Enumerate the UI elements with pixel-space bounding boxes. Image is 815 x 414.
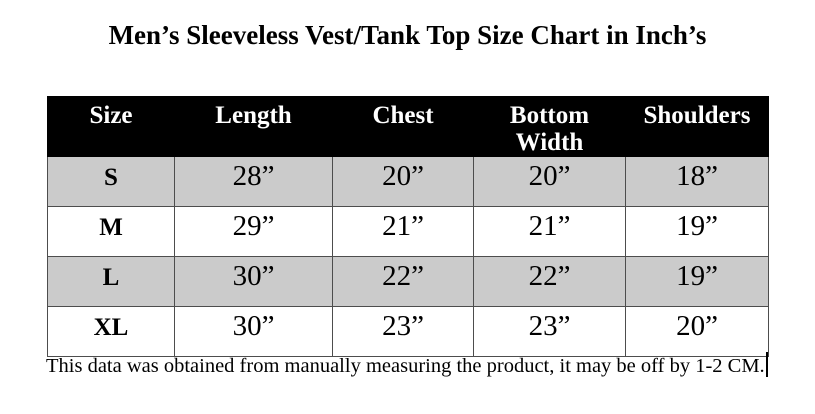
measurement-cell: 20”: [333, 157, 474, 207]
table-row-m: [48, 207, 769, 257]
measurement-cell: 19”: [626, 207, 769, 257]
footnote-text: This data was obtained from manually measuring the product, it may be off by 1-2 CM.: [46, 355, 765, 377]
text-cursor: [766, 352, 768, 377]
measurement-cell: 19”: [626, 257, 769, 307]
table-row-s: [48, 157, 769, 207]
page-title: Men’s Sleeveless Vest/Tank Top Size Chart in Inch’s: [108, 20, 707, 50]
measurement-cell: 22”: [474, 257, 626, 307]
measurement-cell: 21”: [474, 207, 626, 257]
table-row-l: [48, 257, 769, 307]
column-header-length: Length: [175, 97, 333, 157]
row-size-label: S: [48, 157, 175, 207]
measurement-cell: 22”: [333, 257, 474, 307]
measurement-cell: 23”: [333, 307, 474, 357]
measurement-cell: 21”: [333, 207, 474, 257]
size-chart-table: [47, 96, 769, 357]
row-size-label: L: [48, 257, 175, 307]
column-header-shoulders: Shoulders: [626, 97, 769, 157]
measurement-cell: 23”: [474, 307, 626, 357]
table-row-xl: [48, 307, 769, 357]
measurement-cell: 29”: [175, 207, 333, 257]
measurement-cell: 20”: [474, 157, 626, 207]
footnote: [46, 352, 768, 379]
measurement-cell: 18”: [626, 157, 769, 207]
column-header-bottom-width: Bottom Width: [474, 97, 626, 157]
column-header-chest: Chest: [333, 97, 474, 157]
measurement-cell: 20”: [626, 307, 769, 357]
measurement-cell: 28”: [175, 157, 333, 207]
table-header-row: [48, 97, 769, 157]
measurement-cell: 30”: [175, 307, 333, 357]
row-size-label: M: [48, 207, 175, 257]
measurement-cell: 30”: [175, 257, 333, 307]
column-header-size: Size: [48, 97, 175, 157]
row-size-label: XL: [48, 307, 175, 357]
